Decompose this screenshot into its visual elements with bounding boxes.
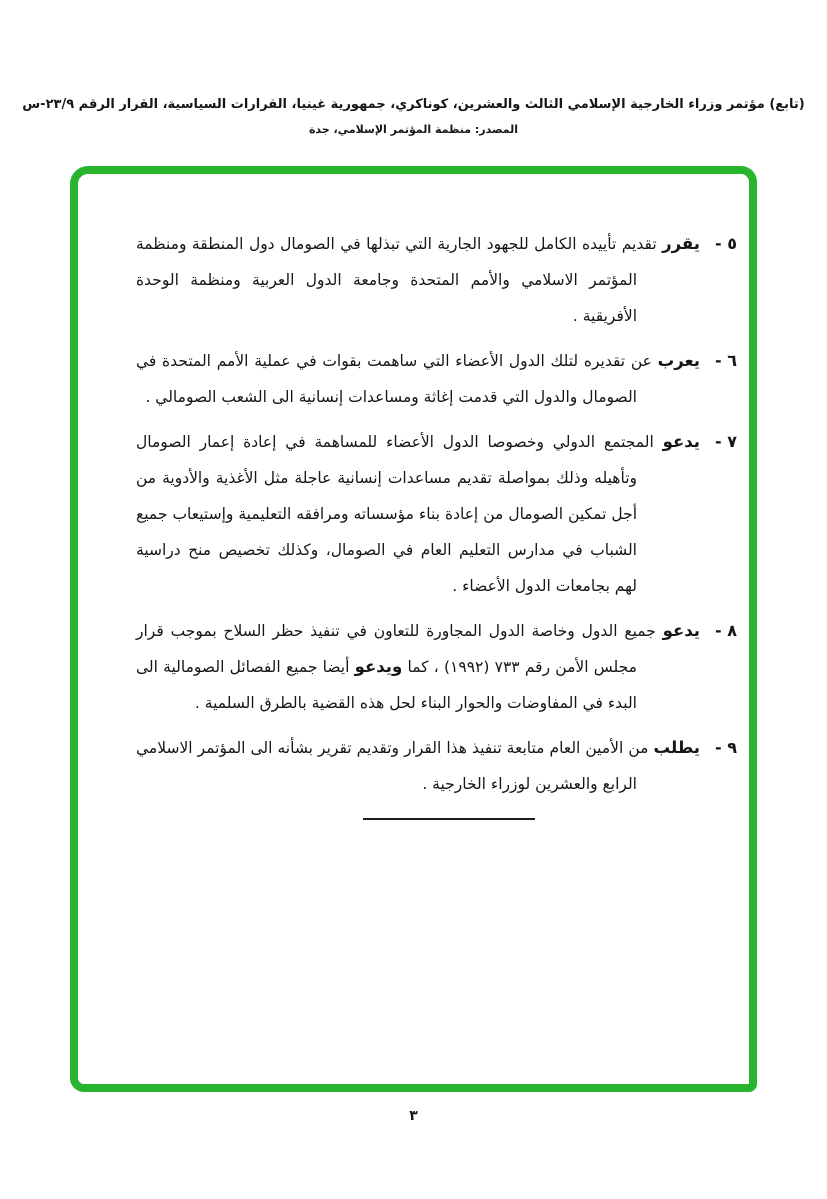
item-body-text: من الأمين العام متابعة تنفيذ هذا القرار وتقديم تقرير بشأنه الى المؤتمر الاسلامي الرابع والعشرين لوزراء الخارجية . — [136, 739, 649, 793]
item-body-text-post: أيضا جميع الفصائل الصومالية الى البدء في المفاوضات والحوار البناء لحل هذه القضية بالطرق السلمية . — [136, 658, 637, 712]
item-text-9 — [136, 730, 700, 802]
item-lead-verb: يدعو — [662, 621, 700, 640]
item-text-5 — [136, 226, 700, 334]
item-lead-verb: يدعو — [662, 432, 700, 451]
item-body-text: المجتمع الدولي وخصوصا الدول الأعضاء للمساهمة في إعادة إعمار الصومال وتأهيله وذلك بمواصلة تقديم مساعدات إنسانية عاجلة مثل الأغذية والأدوية من أجل تمكين الصومال من إعادة بناء مؤسساته ومرافقه التعليمية وإستيعاب جميع الشباب في مدارس التعليم العام في الصومال، وكذلك تخصيص منح دراسية لهم بجامعات الدول الأعضاء . — [136, 433, 654, 595]
item-number-9: ٩ - — [715, 738, 737, 757]
item-number-8: ٨ - — [715, 621, 737, 640]
item-body-text: تقديم تأييده الكامل للجهود الجارية التي تبذلها في الصومال دول المنطقة ومنظمة المؤتمر الاسلامي والأمم المتحدة وجامعة الدول العربية ومنظمة الوحدة الأفريقية . — [136, 235, 657, 325]
item-body-text-pre: جميع الدول وخاصة الدول المجاورة للتعاون في تنفيذ حظر السلاح بموجب قرار مجلس الأمن رقم ٧٣٣ (١٩٩٢) ، كما — [136, 622, 656, 676]
item-text-8 — [136, 613, 700, 721]
end-of-resolution-divider — [363, 818, 535, 820]
item-lead-verb: يقرر — [662, 234, 700, 253]
resolution-item-7 — [86, 424, 741, 604]
item-number-7: ٧ - — [715, 432, 737, 451]
header-title: (تابع) مؤتمر وزراء الخارجية الإسلامي الثالث والعشرين، كوناكري، جمهورية غينيا، القرارات السياسية، القرار الرقم ٢٣/٩-س — [22, 97, 805, 112]
resolution-item-8 — [86, 613, 741, 721]
annotation-highlight-box — [70, 166, 757, 1092]
item-number-5: ٥ - — [715, 234, 737, 253]
item-body-text: عن تقديره لتلك الدول الأعضاء التي ساهمت بقوات في عملية الأمم المتحدة في الصومال والدول التي قدمت إغاثة ومساعدات إنسانية الى الشعب الصومالي . — [136, 352, 652, 406]
item-lead-verb: يطلب — [653, 738, 700, 757]
resolution-item-5 — [86, 226, 741, 334]
document-header — [0, 97, 827, 136]
item-lead-verb: يعرب — [657, 351, 700, 370]
item-midbold-verb: ويدعو — [354, 657, 403, 676]
resolution-item-6 — [86, 343, 741, 415]
resolution-item-9 — [86, 730, 741, 802]
page-number: ٣ — [409, 1108, 418, 1124]
item-text-7 — [136, 424, 700, 604]
resolution-items — [86, 226, 741, 820]
item-text-6 — [136, 343, 700, 415]
header-source: المصدر: منظمة المؤتمر الإسلامي، جدة — [308, 123, 519, 136]
item-number-6: ٦ - — [715, 351, 737, 370]
